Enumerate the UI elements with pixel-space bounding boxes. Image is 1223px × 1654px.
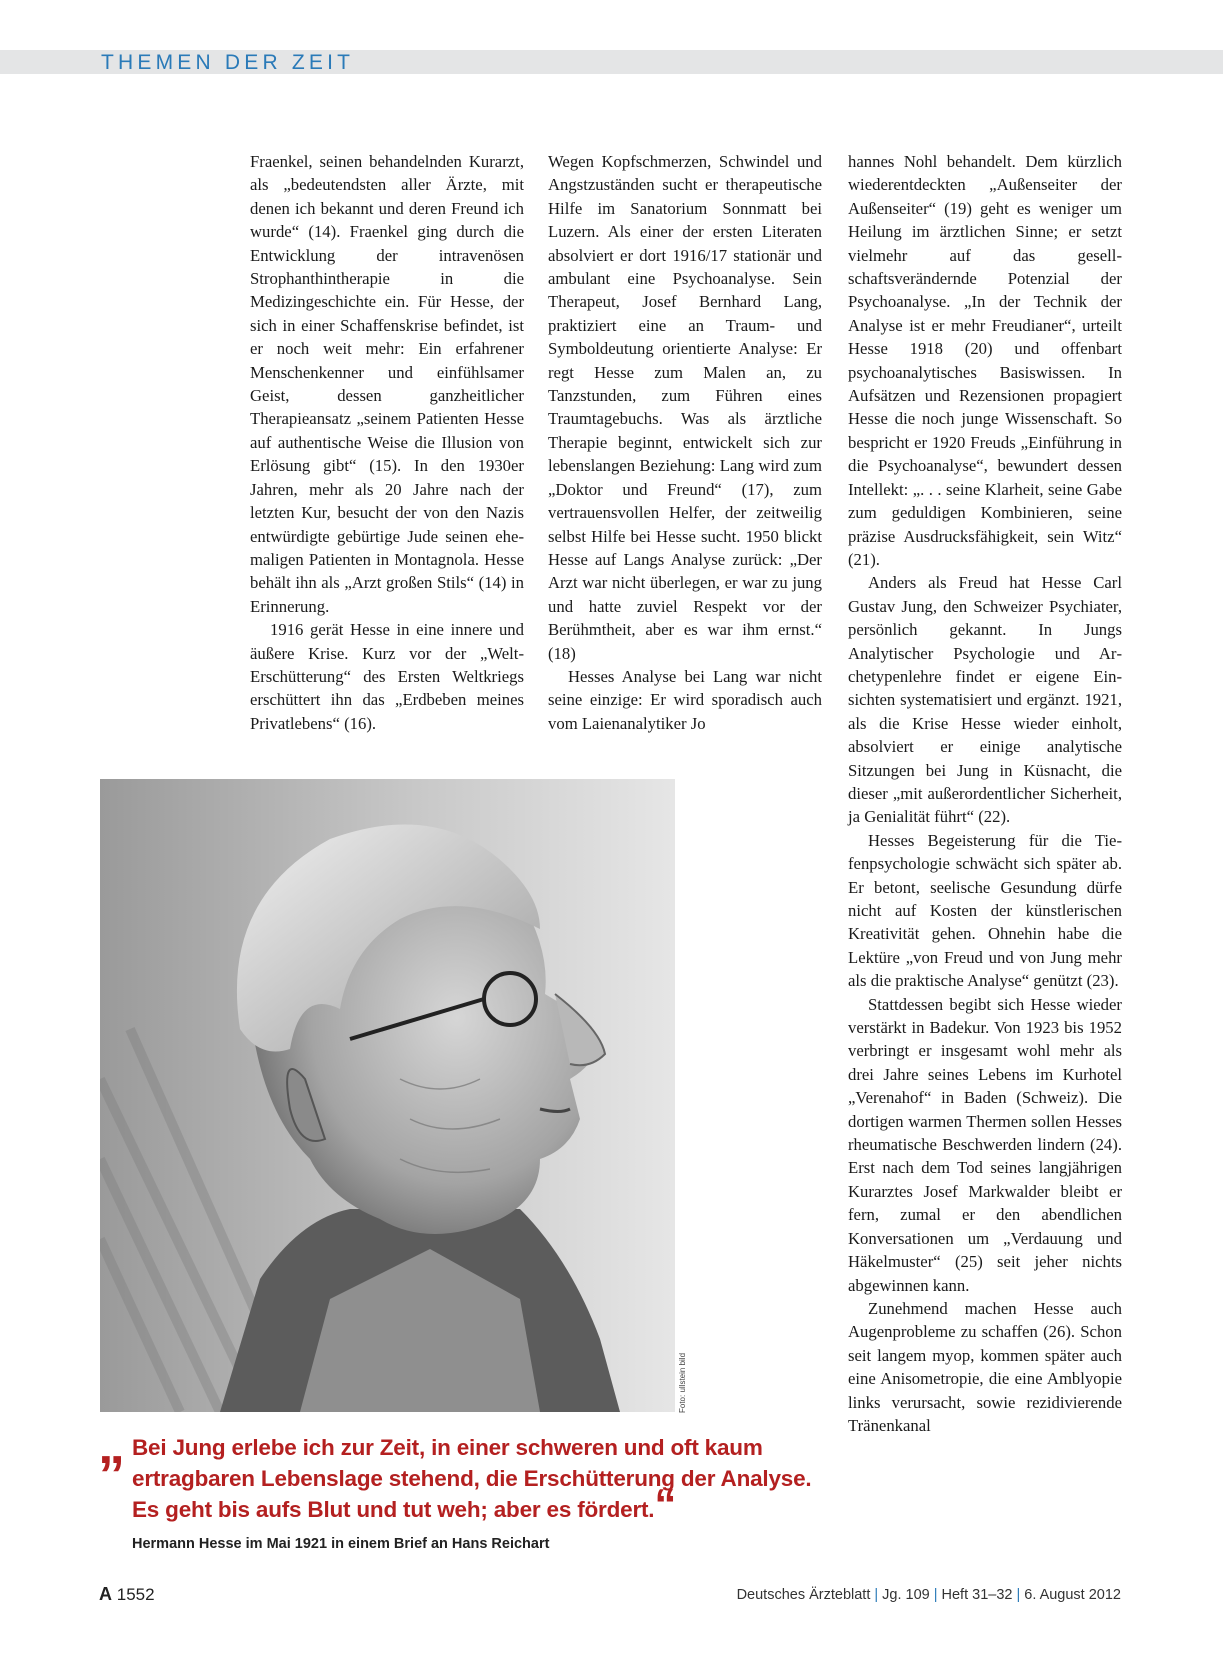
footer-separator: | [933,1587,938,1603]
portrait-photo [100,779,675,1412]
pull-quote-text: Bei Jung erlebe ich zur Zeit, in einer schweren und oft kaum ertragbaren Lebenslage stehend, die Erschütterung der Analyse. Es geht bis aufs Blut und tut weh; aber es fördert. [132,1435,812,1522]
paragraph: 1916 gerät Hesse in eine innere und äußere Krise. Kurz vor der „Welt-Erschütterung“ des Ersten Weltkriegs erschüttert ihn das „Erdbeben meines Privatlebens“ (16). [250,620,524,733]
photo-credit: Foto: ullstein bild [678,1352,687,1413]
journal-footer [737,1587,1121,1603]
footer-separator: | [874,1587,879,1603]
quote-close-mark: “ [654,1480,677,1529]
paragraph: Wegen Kopfschmerzen, Schwindel und Angstzuständen sucht er therapeutische Hilfe im Sanatorium Sonnmatt bei Luzern. Als einer der ersten Literaten absolviert er dort 1916/17 stationär und ambulant eine Psychoanalyse. Sein Therapeut, Josef Bernhard Lang, praktiziert eine an Traum- und Symboldeutung orientierte Analyse: Er regt Hesse zum Malen an, zu Tanzstunden, zum Führen eines Traumtagebuchs. Was als ärztliche Therapie beginnt, entwickelt sich zur lebenslangen Beziehung: Lang wird zum „Doktor und Freund“ (17), zum vertrauensvollen Helfer, der zeitweilig selbst Hilfe bei Hesse sucht. 1950 blickt Hesse auf Langs Analyse zurück: „Der Arzt war nicht überlegen, er war zu jung und hatte zuviel Respekt vor der Berühmtheit, aber es war ihm ernst.“ (18) [548,152,822,663]
paragraph: Fraenkel, seinen behandelnden Kurarzt, als „bedeutendsten aller Ärzte, mit denen ich bekannt und deren Freund ich wurde“ (14). Fraenkel ging durch die Entwicklung der intravenösen Strophanthintherapie in die Medizingeschichte ein. Für Hesse, der sich in einer Schaffenskrise befindet, ist er noch weit mehr: Ein erfahrener Menschenkenner und einfühlsamer Geist, dessen ganzheitlicher Therapieansatz „seinem Patienten Hesse auf authentische Weise die Illusion von Erlösung gibt“ (15). In den 1930er Jahren, mehr als 20 Jahre nach der letzten Kur, besucht der von den Nazis entwürdigte gebürtige Jude seinen ehemaligen Patienten in Montagnola. Hesse behält ihn als „Arzt großen Stils“ (14) in Erinnerung. [250,152,524,616]
paragraph: Hesses Analyse bei Lang war nicht seine einzige: Er wird sporadisch auch vom Laienanalytiker Jo [548,666,822,733]
quote-open-mark: „ [98,1415,125,1475]
quote-attribution: Hermann Hesse im Mai 1921 in einem Brief an Hans Reichart [132,1536,550,1552]
journal-name: Deutsches Ärzteblatt [736,1587,871,1603]
paragraph: Stattdessen begibt sich Hesse wieder verstärkt in Badekur. Von 1923 bis 1952 verbringt er insgesamt wohl mehr als drei Jahre seines Lebens im Kurhotel „Verenahof“ in Baden (Schweiz). Die dortigen warmen Thermen sollen Hesses rheumatische Beschwerden lindern (24). Erst nach dem Tod seines langjährigen Kurarztes Josef Markwalder bleibt er fern, zumal er den abendlichen Konversationen um „Verdauung und Häkelmuster“ (25) seit jeher nichts abgewinnen kann. [848,994,1122,1295]
journal-date: 6. August 2012 [1024,1587,1121,1603]
text-column-2 [548,150,822,735]
section-title: THEMEN DER ZEIT [101,51,355,74]
footer-separator: | [1016,1587,1021,1603]
paragraph: Zunehmend machen Hesse auch Augenprobleme zu schaffen (26). Schon seit langem myop, kommen später auch eine Anisometropie, die eine Amblyopie links verursacht, sowie rezidivierende Tränenkanal [848,1298,1122,1435]
paragraph: Anders als Freud hat Hesse Carl Gustav Jung, den Schweizer Psychiater, persönlich gekannt. In Jungs Analytischer Psychologie und Archetypenlehre findet er eigene Einsichten systematisiert und ergänzt. 1921, als die Krise Hesse wieder einholt, absolviert er einige analytische Sitzungen bei Jung in Küsnacht, die dieser „mit außerordentlicher Sicherheit, ja Genialität führt“ (22). [848,573,1122,827]
journal-volume: Jg. 109 [882,1587,930,1603]
paragraph: hannes Nohl behandelt. Dem kürzlich wiederentdeckten „Außenseiter der Außenseiter“ (19) geht es weniger um Heilung im ärztlichen Sinne; er setzt vielmehr auf das gesellschaftsverändernde Potenzial der Psychoanalyse. „In der Technik der Analyse ist er mehr Freudianer“, urteilt Hesse 1918 (20) und offenbart psychoanalytisches Basiswissen. In Aufsätzen und Rezensionen propagiert Hesse die noch junge Wissenschaft. So bespricht er 1920 Freuds „Einführung in die Psychoanalyse“, bewundert dessen Intellekt: „. . . seine Klarheit, seine Gabe zum geduldigen Kombinieren, seine präzise Ausdrucksfähigkeit, sein Witz“ (21). [848,152,1122,569]
text-column-3 [848,150,1122,1437]
text-column-1 [250,150,524,735]
pull-quote [132,1432,822,1529]
paragraph: Hesses Begeisterung für die Tiefenpsychologie schwächt sich später ab. Er betont, seelische Gesundung dürfe nicht auf Kosten der künstlerischen Kreativität gehen. Ohnehin habe die Lektüre „von Freud und von Jung mehr als die praktische Analyse“ genützt (23). [848,830,1122,991]
journal-issue: Heft 31–32 [941,1587,1013,1603]
page-number: A 1552 [99,1584,155,1604]
